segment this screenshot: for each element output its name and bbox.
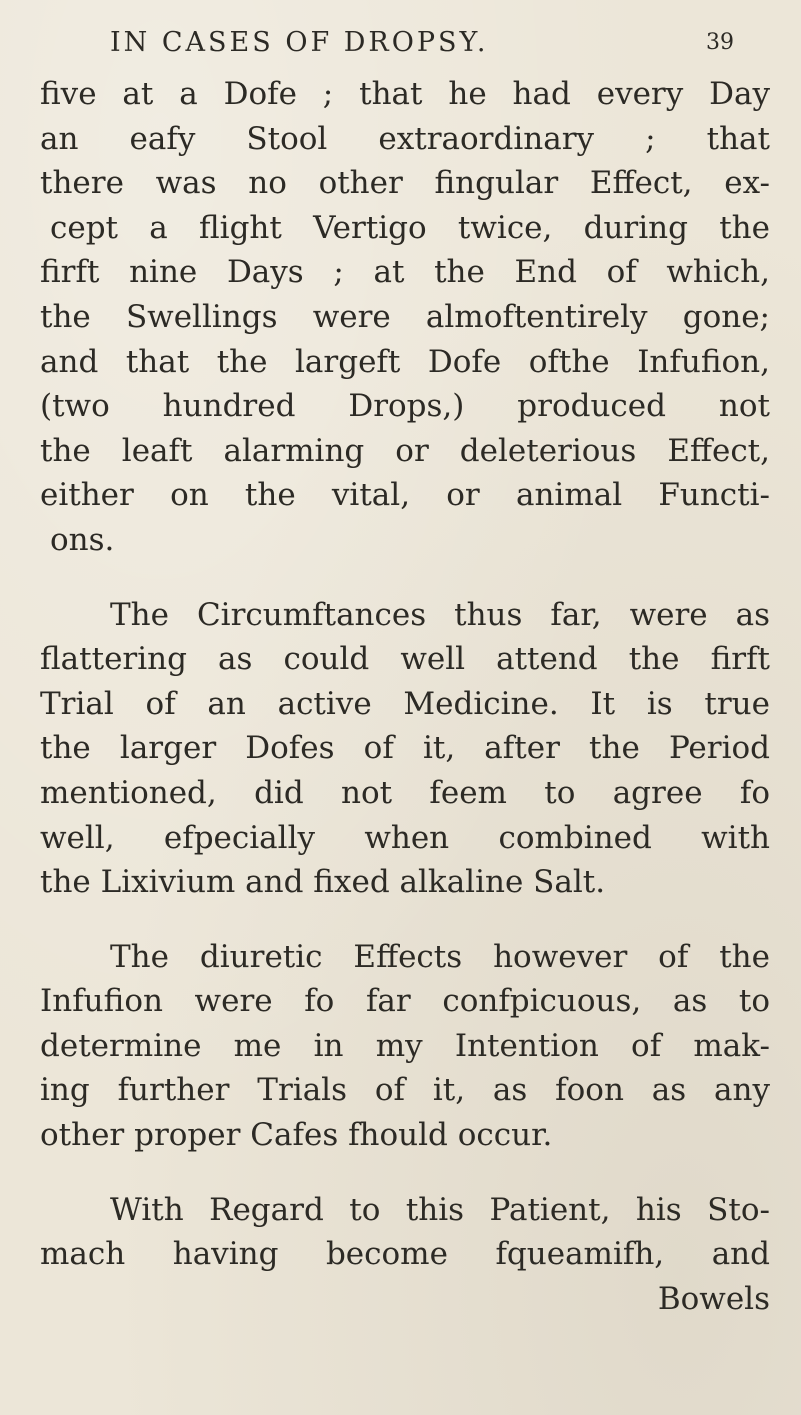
text-line: firft nine Days ; at the End of which, [40, 254, 770, 291]
text-line: The diuretic Effects however of the [110, 938, 770, 975]
text-line: mach having become fqueamifh, and [40, 1236, 770, 1273]
text-line: cept a flight Vertigo twice, during the [50, 209, 770, 246]
text-line: mentioned, did not feem to agree fo [40, 774, 770, 811]
text-line: well, efpecially when combined with [40, 819, 770, 856]
text-line: an eafy Stool extraordinary ; that [40, 120, 770, 157]
text-line: there was no other fingular Effect, ex- [40, 165, 770, 202]
text-line: determine me in my Intention of mak- [40, 1027, 770, 1064]
text-line: other proper Cafes fhould occur. [40, 1117, 553, 1154]
text-line: either on the vital, or animal Functi- [40, 477, 770, 514]
text-line: five at a Dofe ; that he had every Day [40, 76, 770, 112]
text-line: The Circumftances thus far, were as [110, 596, 770, 633]
catchword: Bowels [657, 1280, 770, 1317]
text-line: the leaft alarming or deleterious Effect, [40, 432, 770, 469]
text-line: ing further Trials of it, as foon as any [40, 1072, 770, 1109]
text-line: ons. [50, 521, 115, 558]
text-line: (two hundred Drops,) produced not [40, 388, 770, 425]
text-line: the Swellings were almoftentirely gone; [40, 298, 770, 335]
page-number: 39 [706, 30, 734, 55]
text-line: and that the largeft Dofe ofthe Infufion, [40, 343, 770, 380]
body-text [40, 72, 770, 1321]
text-line: Infufion were fo far confpicuous, as to [40, 983, 770, 1020]
text-line: the larger Dofes of it, after the Period [40, 730, 770, 767]
text-line: Trial of an active Medicine. It is true [40, 685, 770, 722]
running-title: IN CASES OF DROPSY. [110, 27, 489, 58]
text-line: flattering as could well attend the firft [40, 641, 770, 678]
text-line: With Regard to this Patient, his Sto- [110, 1191, 770, 1228]
text-line: the Lixivium and fixed alkaline Salt. [40, 864, 606, 901]
